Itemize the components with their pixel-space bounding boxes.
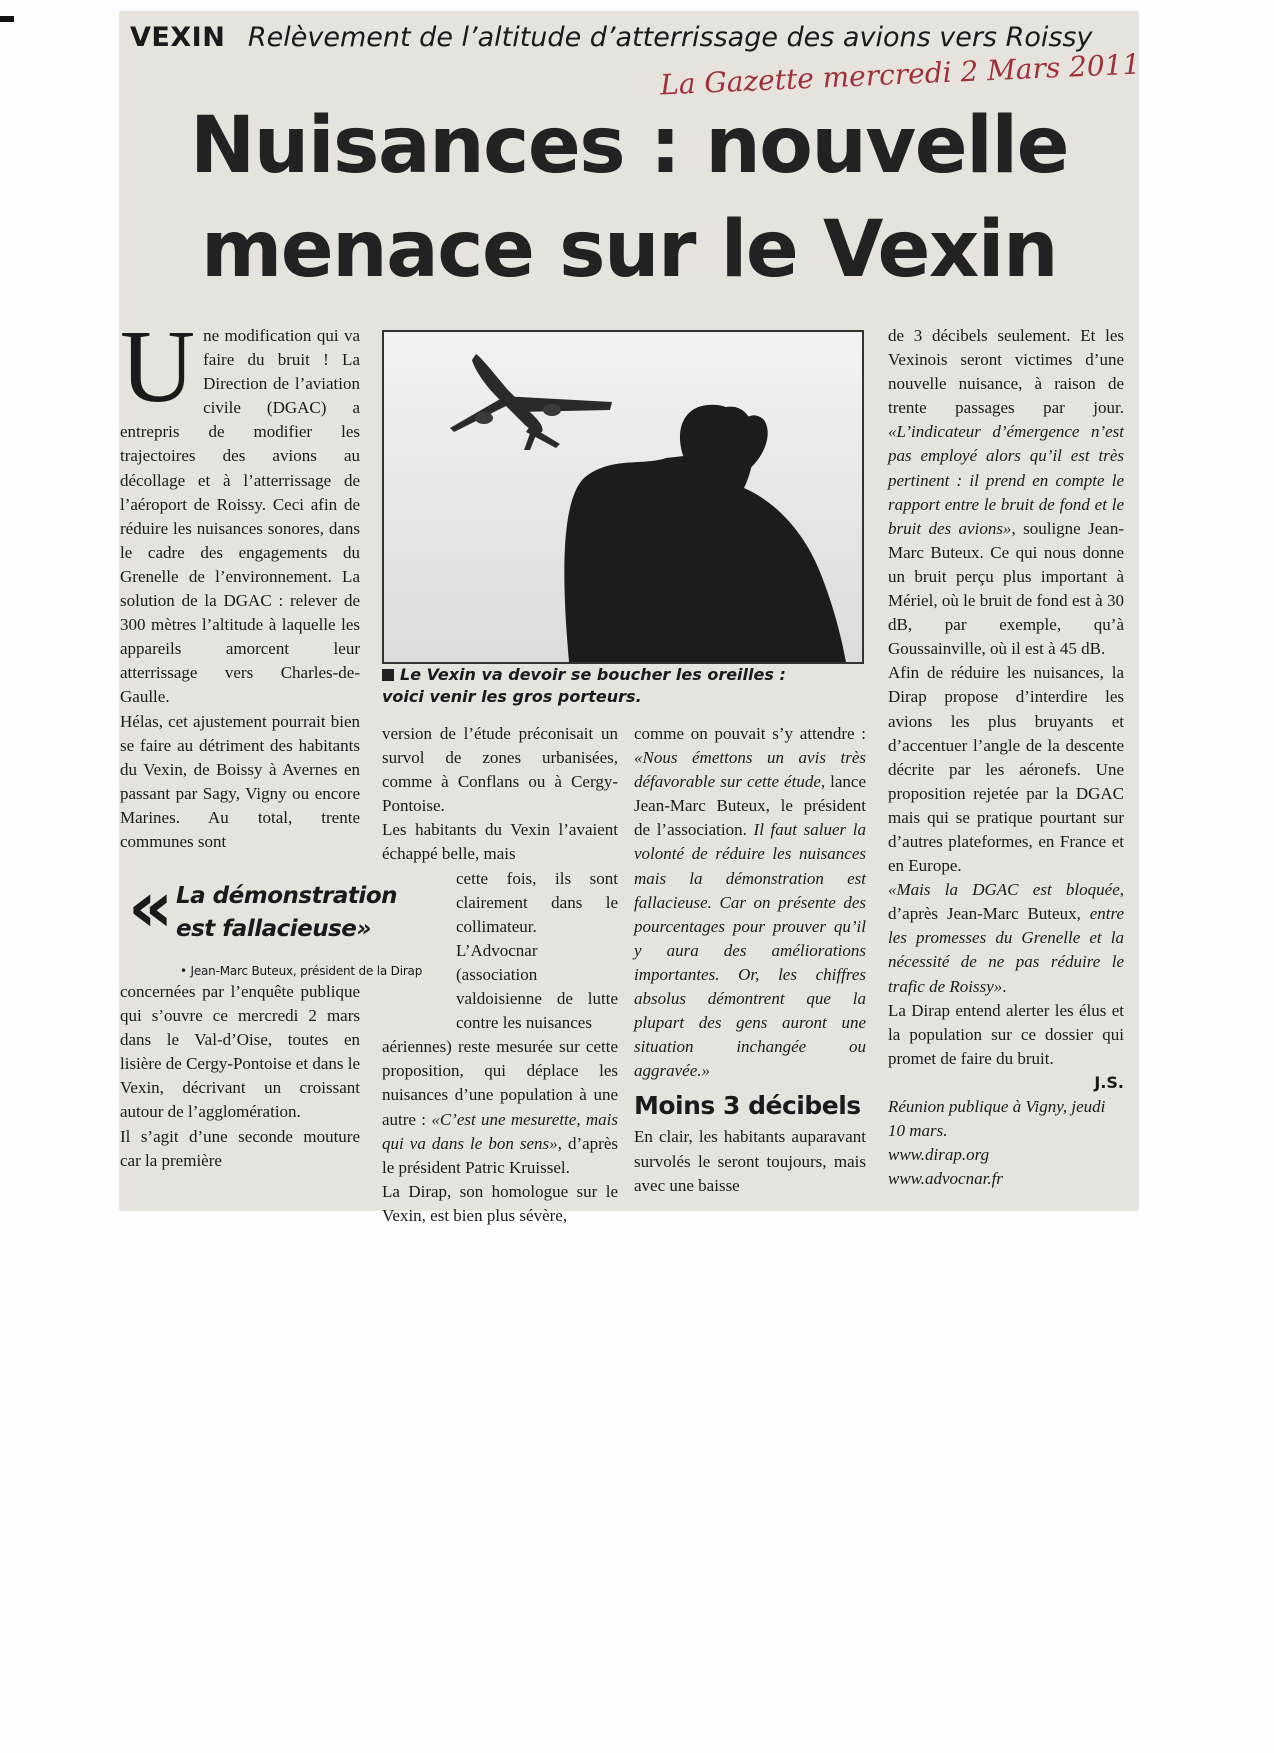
- col4-quote-1: «L’indicateur d’émergence n’est pas employé alors qu’il est très pertinent : il prend en compte le rapport entre le bruit de fond et le bruit des avions»: [888, 422, 1124, 538]
- photo-caption: [382, 664, 862, 708]
- headline-line-2: menace sur le Vexin: [200, 205, 1058, 295]
- col4-text-1a: de 3 décibels seulement. Et les Vexinois seront victimes d’une nouvelle nuisance, à raison de trente passages par jour.: [888, 326, 1124, 418]
- photo-illustration: [384, 332, 862, 662]
- col4-paragraph-2: Afin de réduire les nuisances, la Dirap propose d’interdire les avions les plus bruyants et d’accentuer l’angle de la descente décrite par les aéronefs. Une proposition rejetée par la DGAC mais qui se pratique pourtant sur d’autres plateformes, en France et en Europe.: [888, 663, 1124, 876]
- col4-paragraph-4: La Dirap entend alerter les élus et la population sur ce dossier qui promet de faire du bruit.: [888, 1000, 1124, 1068]
- drop-cap: U: [120, 309, 196, 424]
- col3-text-1a: comme on pouvait s’y attendre :: [634, 724, 866, 743]
- column-2: [382, 722, 618, 1228]
- handwritten-date-note: La Gazette mercredi 2 Mars 2011: [659, 47, 1141, 102]
- col2-paragraph-2b: cette fois, ils sont clairement dans le collimateur. L’Advocnar (association valdoisienne de lutte contre les nuisances: [456, 868, 618, 1033]
- col2-quote: «C’est une mesurette, mais qui va dans le bon sens»: [382, 1109, 619, 1153]
- column-1-bottom: [120, 980, 360, 1173]
- col4-text-3b: .: [1002, 976, 1007, 996]
- col2-paragraph-2a: Les habitants du Vexin l’avaient échappé belle, mais: [382, 820, 618, 864]
- caption-line-1: Le Vexin va devoir se boucher les oreilles :: [400, 665, 786, 684]
- col2-paragraph-2c-wrap: [382, 1035, 618, 1180]
- footnote-meeting: Réunion publique à Vigny, jeudi 10 mars.: [888, 1097, 1106, 1141]
- quote-marks-icon: «: [128, 866, 174, 948]
- col2-paragraph-2c: aériennes) reste mesurée sur cette proposition, qui déplace les nuisances d’une population à une autre :: [382, 1037, 618, 1129]
- caption-line-2: voici venir les gros porteurs.: [382, 687, 642, 706]
- lead-paragraph: [120, 309, 360, 710]
- pull-quote: [128, 866, 423, 978]
- rubric-kicker: VEXIN: [130, 22, 226, 53]
- column-4: [888, 324, 1124, 1191]
- pull-quote-attribution: • Jean-Marc Buteux, président de la Dirap: [180, 964, 423, 978]
- col4-paragraph-3: [888, 878, 1124, 998]
- footnote-url-advocnar: www.advocnar.fr: [888, 1169, 1003, 1189]
- caption-square-bullet: [382, 669, 394, 681]
- col4-paragraph-1: [888, 324, 1124, 661]
- col1-paragraph-1: ne modification qui va faire du bruit ! La Direction de l’aviation civile (DGAC) a entrepris de modifier les trajectoires des avions au décollage et à l’atterrissage de l’aéroport de Roissy. Ceci afin de réduire les nuisances sonores, dans le cadre des engagements du Grenelle de l’environnement. La solution de la DGAC : relever de 300 mètres l’altitude à laquelle les appareils amorcent leur atterrissage vers Charles-de-Gaulle.: [120, 326, 360, 707]
- column-3: [634, 722, 866, 1198]
- col3-quote-2: Il faut saluer la volonté de réduire les nuisances mais la démonstration est fallacieuse. Car on présente des pourcentages pour prouver qu’il y aura des améliorations importantes. Or, les chiffres absolus démontrent que la plupart des gens auront une situation inchangée ou aggravée.»: [634, 820, 867, 1081]
- subhead-moins-3-decibels: Moins 3 décibels: [634, 1091, 861, 1121]
- photo-plane-and-man: [382, 330, 864, 664]
- col3-text-1b: , lance Jean-Marc Buteux, le président de l’association.: [634, 772, 866, 840]
- col3-quote-1: «Nous émettons un avis très défavorable sur cette étude: [634, 748, 866, 792]
- article-subtitle: Relèvement de l’altitude d’atterrissage des avions vers Roissy: [247, 22, 1093, 53]
- col1-paragraph-2: Hélas, cet ajustement pourrait bien se faire au détriment des habitants du Vexin, de Boissy à Avernes en passant par Sagy, Vigny ou encore Marines. Au total, trente communes sont: [120, 711, 360, 851]
- col4-quote-2: «Mais la DGAC est bloquée: [888, 880, 1120, 900]
- scan-corner-mark: [0, 16, 14, 22]
- column-1-top: [120, 309, 360, 854]
- col3-paragraph-2: En clair, les habitants auparavant survolés le seront toujours, mais avec une baisse: [634, 1127, 866, 1195]
- pull-quote-text: La démonstration est fallacieuse»: [176, 883, 397, 942]
- col2-after-quote: , d’après le président Patric Kruissel.: [382, 1133, 618, 1177]
- col3-paragraph-1: [634, 722, 866, 1083]
- author-signature: J.S.: [1094, 1072, 1124, 1092]
- headline-line-1: Nuisances : nouvelle: [190, 101, 1068, 191]
- newspaper-clipping: [120, 12, 1141, 1225]
- col1-paragraph-3: concernées par l’enquête publique qui s’ouvre ce mercredi 2 mars dans le Val-d’Oise, toutes en lisière de Cergy-Pontoise et dans le Vexin, décrivant un croissant autour de l’agglomération.: [120, 982, 360, 1122]
- rubric-line: [130, 22, 1092, 53]
- col4-text-1b: , souligne Jean-Marc Buteux. Ce qui nous donne un bruit perçu plus important à Mériel, où le bruit de fond est à 30 dB, par exemple, qu’à Goussainville, où il est à 45 dB.: [888, 518, 1124, 659]
- col4-quote-3: entre les promesses du Grenelle et la nécessité de ne pas réduire le trafic de Roissy»: [888, 904, 1125, 996]
- footnote-url-dirap: www.dirap.org: [888, 1145, 990, 1165]
- col2-paragraph-3: La Dirap, son homologue sur le Vexin, est bien plus sévère,: [382, 1181, 618, 1225]
- col4-text-3a: , d’après Jean-Marc Buteux,: [888, 880, 1124, 924]
- headline: [120, 94, 1138, 302]
- col2-paragraph-1: version de l’étude préconisait un survol de zones urbanisées, comme à Conflans ou à Cergy-Pontoise.: [382, 724, 618, 816]
- col1-paragraph-4: Il s’agit d’une seconde mouture car la première: [120, 1126, 360, 1170]
